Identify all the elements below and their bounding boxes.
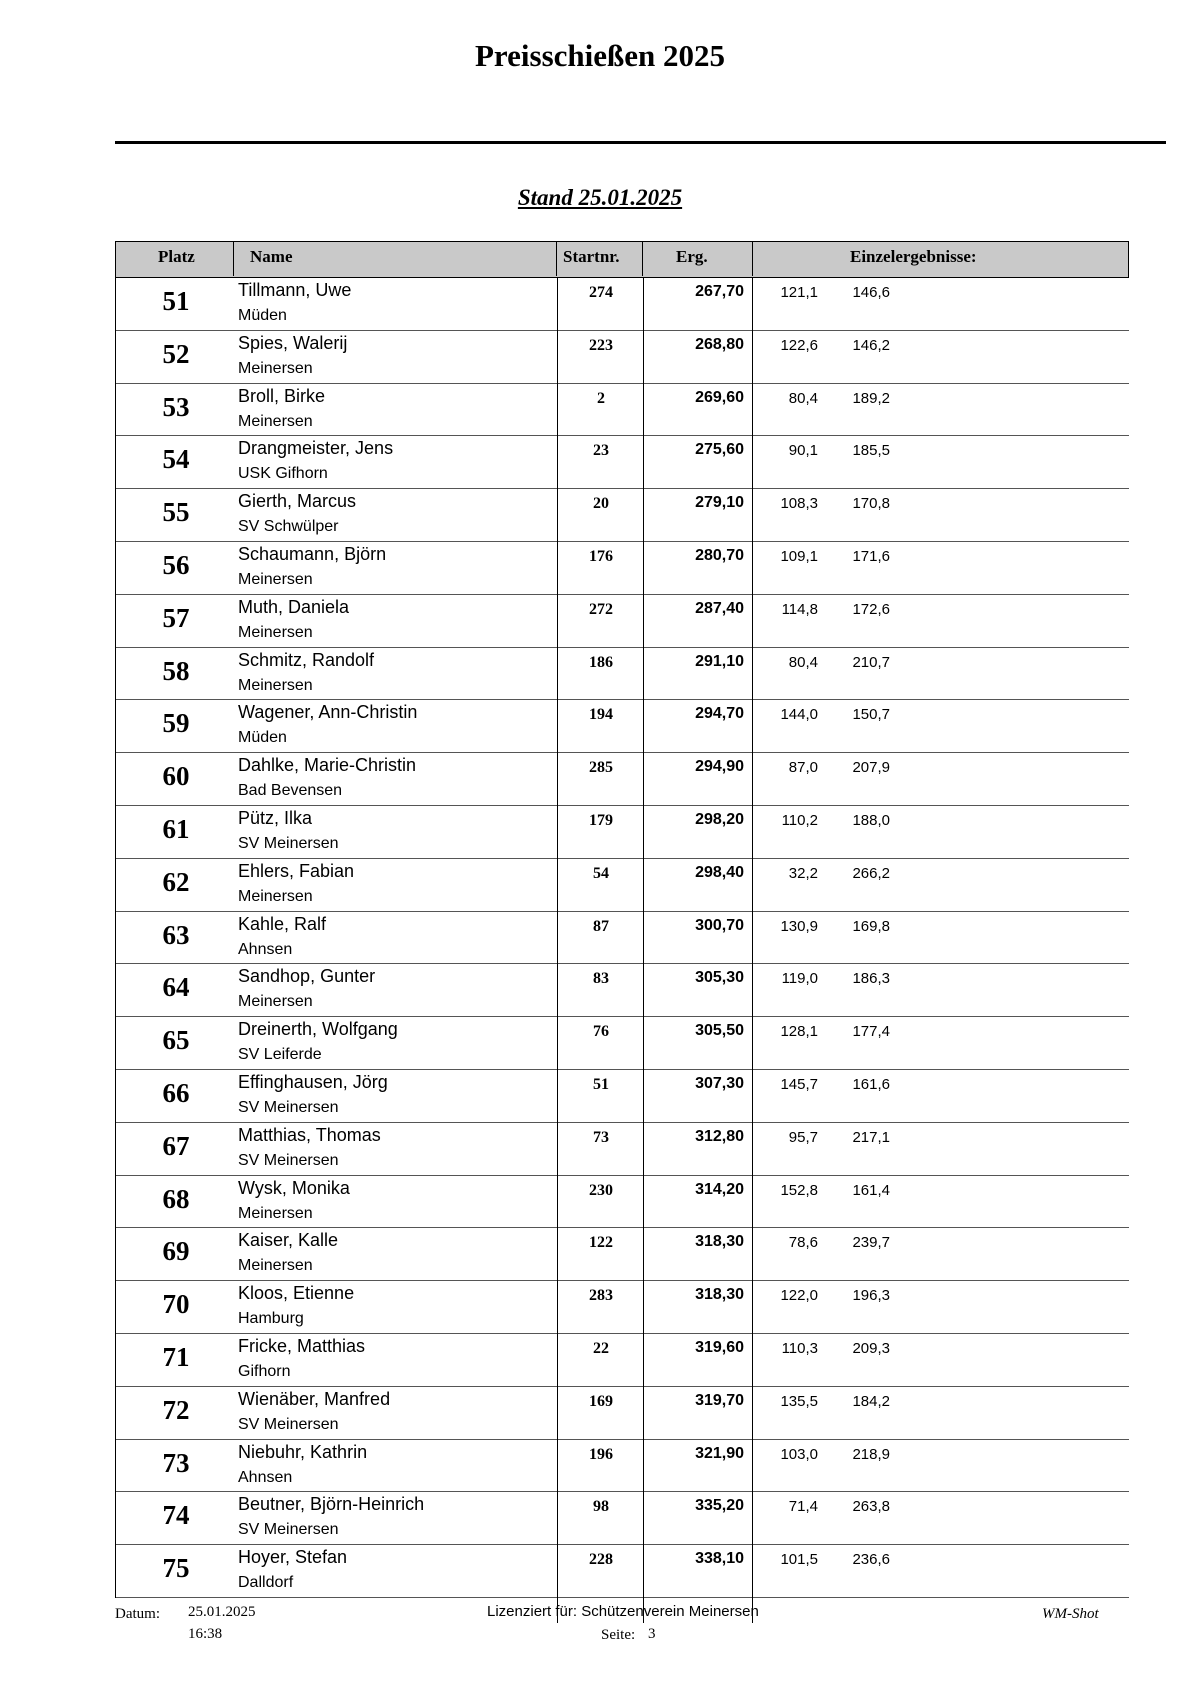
table-header	[115, 241, 1129, 278]
cell-name: Wagener, Ann-Christin	[238, 702, 418, 723]
cell-platz: 52	[162, 338, 190, 369]
table-row	[116, 1281, 1129, 1334]
cell-erg: 321,90	[695, 1444, 744, 1462]
cell-platz: 74	[162, 1500, 190, 1531]
cell-platz: 55	[162, 497, 190, 528]
title-divider	[115, 141, 1166, 144]
cell-einzel-2: 146,6	[852, 284, 890, 301]
cell-einzel-1: 87,0	[788, 759, 818, 777]
cell-name: Wienäber, Manfred	[238, 1388, 391, 1409]
cell-einzel-1: 103,0	[780, 1445, 818, 1463]
cell-startnr: 22	[593, 1339, 609, 1357]
cell-einzel-2: 189,2	[852, 389, 890, 407]
cell-einzel-1: 128,1	[780, 1023, 818, 1041]
cell-club: SV Meinersen	[238, 834, 339, 852]
cell-name: Spies, Walerij	[238, 332, 348, 353]
cell-platz: 61	[162, 813, 190, 844]
cell-einzel-2: 146,2	[852, 336, 890, 354]
cell-erg: 269,60	[695, 388, 744, 406]
cell-platz: 75	[162, 1553, 190, 1584]
cell-einzel-1: 110,3	[781, 1339, 818, 1357]
table-row	[116, 912, 1129, 965]
cell-club: Meinersen	[238, 1204, 313, 1222]
cell-startnr: 272	[589, 600, 613, 618]
results-table	[115, 241, 1129, 1598]
cell-einzel-1: 110,2	[781, 811, 818, 829]
cell-club: Meinersen	[238, 887, 313, 905]
table-row	[116, 436, 1129, 489]
cell-einzel-1: 144,0	[780, 706, 818, 724]
cell-platz: 73	[162, 1447, 190, 1478]
table-row	[116, 1387, 1129, 1440]
cell-startnr: 176	[589, 547, 613, 565]
cell-einzel-2: 184,2	[852, 1392, 890, 1410]
cell-erg: 294,90	[695, 758, 744, 776]
table-row	[116, 1017, 1129, 1070]
cell-startnr: 98	[593, 1498, 609, 1516]
cell-club: Meinersen	[238, 1257, 313, 1275]
cell-einzel-1: 32,2	[788, 864, 818, 882]
cell-platz: 69	[162, 1236, 190, 1267]
cell-erg: 300,70	[695, 916, 744, 934]
table-row	[116, 1123, 1129, 1176]
cell-name: Fricke, Matthias	[238, 1335, 366, 1356]
cell-club: SV Meinersen	[238, 1151, 339, 1169]
col-header-einzel: Einzelergebnisse:	[850, 247, 977, 266]
cell-club: Ahnsen	[238, 940, 293, 958]
table-row	[116, 648, 1129, 701]
footer-time: 16:38	[188, 1626, 223, 1642]
cell-einzel-1: 80,4	[788, 653, 818, 671]
cell-platz: 70	[162, 1289, 190, 1320]
cell-name: Niebuhr, Kathrin	[238, 1441, 368, 1462]
cell-club: SV Meinersen	[238, 1415, 339, 1433]
cell-startnr: 274	[589, 284, 613, 301]
cell-erg: 275,60	[695, 441, 744, 459]
cell-name: Sandhop, Gunter	[238, 966, 376, 987]
cell-club: Hamburg	[238, 1310, 304, 1328]
cell-club: Meinersen	[238, 359, 313, 377]
separator-einzel	[752, 278, 753, 1623]
table-row	[116, 595, 1129, 648]
col-header-erg: Erg.	[676, 247, 708, 266]
cell-einzel-2: 170,8	[852, 495, 890, 513]
cell-platz: 68	[162, 1183, 190, 1214]
cell-erg: 291,10	[695, 652, 744, 670]
cell-name: Drangmeister, Jens	[238, 438, 394, 459]
cell-erg: 314,20	[695, 1180, 744, 1198]
table-row	[116, 964, 1129, 1017]
cell-einzel-1: 119,0	[781, 970, 818, 988]
cell-erg: 312,80	[695, 1127, 744, 1145]
cell-einzel-1: 152,8	[780, 1181, 818, 1199]
cell-club: USK Gifhorn	[238, 465, 328, 483]
table-row	[116, 1070, 1129, 1123]
cell-name: Kahle, Ralf	[238, 913, 327, 934]
cell-startnr: 73	[593, 1128, 609, 1146]
table-row	[116, 542, 1129, 595]
cell-club: Gifhorn	[238, 1362, 291, 1380]
stand-date: Stand 25.01.2025	[517, 185, 683, 210]
cell-club: Meinersen	[238, 570, 313, 588]
table-row	[116, 1334, 1129, 1387]
cell-club: Meinersen	[238, 993, 313, 1011]
table-row	[116, 700, 1129, 753]
table-row	[116, 1440, 1129, 1493]
cell-club: Meinersen	[238, 676, 313, 694]
cell-einzel-2: 236,6	[852, 1551, 890, 1569]
cell-platz: 71	[162, 1341, 190, 1372]
cell-erg: 268,80	[695, 335, 744, 353]
page-title: Preisschießen 2025	[475, 38, 725, 73]
cell-startnr: 76	[593, 1023, 609, 1041]
cell-einzel-2: 218,9	[852, 1445, 890, 1463]
cell-einzel-2: 169,8	[852, 917, 890, 935]
cell-platz: 63	[162, 919, 190, 950]
cell-platz: 53	[162, 391, 190, 422]
cell-startnr: 20	[593, 495, 609, 513]
cell-club: Müden	[238, 729, 287, 747]
table-row	[116, 278, 1129, 331]
footer-license: Lizenziert für: Schützenverein Meinersen	[487, 1603, 759, 1620]
cell-einzel-2: 210,7	[852, 653, 890, 671]
cell-erg: 279,10	[695, 494, 744, 512]
cell-platz: 59	[162, 708, 190, 739]
cell-einzel-1: 114,8	[781, 600, 818, 618]
footer-page-label: Seite:	[601, 1627, 636, 1643]
table-row	[116, 859, 1129, 912]
cell-club: Ahnsen	[238, 1468, 293, 1486]
table-row	[116, 331, 1129, 384]
cell-erg: 305,30	[695, 969, 744, 987]
cell-einzel-1: 122,0	[780, 1287, 818, 1305]
cell-einzel-2: 217,1	[852, 1128, 890, 1146]
cell-einzel-2: 196,3	[852, 1287, 890, 1305]
cell-erg: 287,40	[695, 599, 744, 617]
cell-einzel-1: 71,4	[788, 1498, 818, 1516]
cell-startnr: 179	[589, 811, 613, 829]
cell-einzel-1: 122,6	[780, 336, 818, 354]
cell-einzel-2: 207,9	[852, 759, 890, 777]
cell-club: SV Leiferde	[238, 1046, 322, 1064]
cell-startnr: 228	[589, 1551, 613, 1569]
table-row	[116, 1545, 1129, 1598]
cell-startnr: 186	[589, 653, 613, 671]
cell-einzel-2: 161,4	[852, 1181, 890, 1199]
cell-name: Beutner, Björn-Heinrich	[238, 1494, 425, 1515]
cell-startnr: 285	[589, 759, 613, 777]
cell-einzel-1: 101,5	[780, 1551, 818, 1569]
cell-einzel-1: 121,1	[780, 284, 818, 301]
cell-erg: 335,20	[695, 1497, 744, 1515]
cell-einzel-1: 130,9	[780, 917, 818, 935]
cell-erg: 267,70	[695, 283, 744, 300]
cell-einzel-2: 188,0	[852, 811, 890, 829]
footer-datum-label: Datum:	[115, 1606, 160, 1622]
cell-platz: 56	[162, 549, 190, 580]
cell-einzel-2: 172,6	[852, 600, 890, 618]
cell-startnr: 194	[589, 706, 613, 724]
cell-erg: 298,40	[695, 863, 744, 881]
cell-platz: 65	[162, 1025, 190, 1056]
table-row	[116, 1176, 1129, 1229]
cell-club: Bad Bevensen	[238, 782, 343, 800]
cell-platz: 54	[162, 444, 190, 475]
cell-einzel-1: 135,5	[780, 1392, 818, 1410]
cell-einzel-1: 145,7	[780, 1075, 818, 1093]
table-row	[116, 1492, 1129, 1545]
cell-platz: 66	[162, 1077, 190, 1108]
table-body	[115, 278, 1129, 1598]
cell-einzel-2: 171,6	[852, 547, 890, 565]
cell-erg: 280,70	[695, 546, 744, 564]
cell-platz: 62	[162, 866, 190, 897]
cell-platz: 57	[162, 602, 190, 633]
cell-name: Pütz, Ilka	[238, 807, 313, 828]
cell-startnr: 23	[593, 442, 609, 460]
cell-club: SV Meinersen	[238, 1098, 339, 1116]
cell-club: Müden	[238, 307, 287, 324]
cell-name: Schaumann, Björn	[238, 543, 387, 564]
footer-page-number: 3	[648, 1626, 656, 1642]
footer-software: WM-Shot	[1042, 1606, 1099, 1622]
cell-startnr: 87	[593, 917, 609, 935]
cell-startnr: 51	[593, 1075, 609, 1093]
cell-platz: 51	[162, 286, 190, 316]
cell-name: Kaiser, Kalle	[238, 1230, 339, 1251]
col-header-platz: Platz	[158, 247, 195, 266]
table-row	[116, 753, 1129, 806]
cell-name: Gierth, Marcus	[238, 491, 357, 512]
cell-name: Broll, Birke	[238, 385, 326, 406]
cell-einzel-2: 186,3	[852, 970, 890, 988]
cell-einzel-1: 95,7	[788, 1128, 818, 1146]
cell-name: Wysk, Monika	[238, 1177, 350, 1198]
table-row	[116, 384, 1129, 437]
cell-club: SV Schwülper	[238, 518, 339, 536]
table-row	[116, 806, 1129, 859]
footer-date: 25.01.2025	[188, 1604, 256, 1620]
cell-einzel-2: 185,5	[852, 442, 890, 460]
cell-club: Meinersen	[238, 412, 313, 430]
cell-club: Meinersen	[238, 623, 313, 641]
cell-erg: 307,30	[695, 1074, 744, 1092]
cell-einzel-2: 239,7	[852, 1234, 890, 1252]
cell-startnr: 54	[593, 864, 609, 882]
cell-erg: 318,30	[695, 1286, 744, 1304]
cell-platz: 72	[162, 1394, 190, 1425]
table-row	[116, 489, 1129, 542]
cell-name: Kloos, Etienne	[238, 1283, 355, 1304]
cell-einzel-1: 90,1	[788, 442, 818, 460]
cell-platz: 60	[162, 761, 190, 792]
col-header-startnr: Startnr.	[563, 247, 620, 266]
cell-einzel-2: 263,8	[852, 1498, 890, 1516]
separator-startnr	[557, 278, 558, 1623]
cell-erg: 319,60	[695, 1338, 744, 1356]
cell-erg: 338,10	[695, 1550, 744, 1568]
cell-name: Tillmann, Uwe	[238, 280, 352, 300]
cell-einzel-2: 177,4	[852, 1023, 890, 1041]
table-row	[116, 1228, 1129, 1281]
cell-startnr: 196	[589, 1445, 613, 1463]
cell-einzel-1: 108,3	[780, 495, 818, 513]
cell-startnr: 169	[589, 1392, 613, 1410]
cell-erg: 318,30	[695, 1233, 744, 1251]
cell-einzel-2: 161,6	[852, 1075, 890, 1093]
cell-name: Ehlers, Fabian	[238, 860, 355, 881]
cell-platz: 58	[162, 655, 190, 686]
cell-name: Effinghausen, Jörg	[238, 1071, 388, 1092]
cell-einzel-2: 266,2	[852, 864, 890, 882]
cell-name: Muth, Daniela	[238, 596, 350, 617]
cell-einzel-1: 109,1	[780, 547, 818, 565]
cell-club: Dalldorf	[238, 1574, 294, 1592]
cell-startnr: 2	[597, 389, 605, 407]
cell-startnr: 230	[589, 1181, 613, 1199]
cell-name: Hoyer, Stefan	[238, 1547, 348, 1568]
col-header-name: Name	[250, 247, 293, 266]
cell-name: Dreinerth, Wolfgang	[238, 1019, 398, 1040]
cell-erg: 319,70	[695, 1391, 744, 1409]
cell-startnr: 122	[589, 1234, 613, 1252]
cell-erg: 294,70	[695, 705, 744, 723]
separator-erg	[643, 278, 644, 1623]
cell-name: Dahlke, Marie-Christin	[238, 755, 417, 776]
cell-einzel-2: 209,3	[852, 1339, 890, 1357]
cell-erg: 298,20	[695, 810, 744, 828]
cell-einzel-1: 80,4	[788, 389, 818, 407]
cell-startnr: 283	[589, 1287, 613, 1305]
cell-platz: 67	[162, 1130, 190, 1161]
cell-club: SV Meinersen	[238, 1521, 339, 1539]
cell-startnr: 83	[593, 970, 609, 988]
cell-startnr: 223	[589, 336, 613, 354]
cell-einzel-1: 78,6	[788, 1234, 818, 1252]
cell-platz: 64	[162, 972, 190, 1003]
cell-name: Schmitz, Randolf	[238, 649, 375, 670]
cell-einzel-2: 150,7	[852, 706, 890, 724]
cell-erg: 305,50	[695, 1022, 744, 1040]
cell-name: Matthias, Thomas	[238, 1124, 381, 1145]
